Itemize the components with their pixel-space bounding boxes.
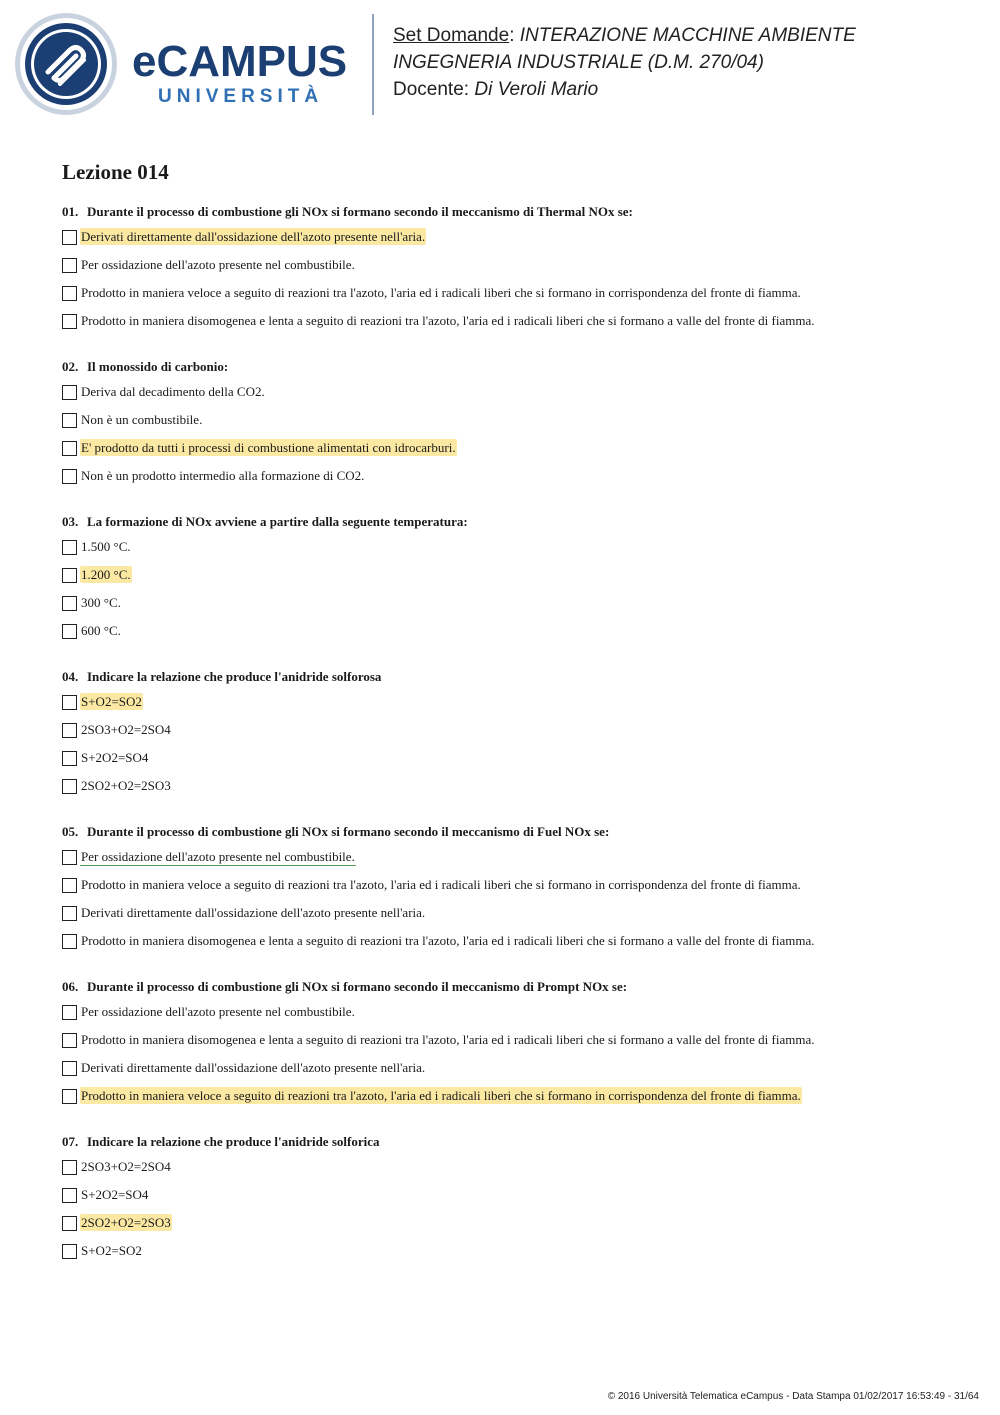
answer-option[interactable]: [62, 1059, 962, 1087]
question-3: [62, 512, 962, 650]
answer-option[interactable]: [62, 538, 962, 566]
question-text: La formazione di NOx avviene a partire dalla seguente temperatura:: [87, 514, 468, 529]
teacher-label: Docente: [393, 79, 464, 100]
question-number: 07.: [62, 1134, 79, 1149]
logo-subtitle: UNIVERSITÀ: [158, 86, 324, 107]
answer-option[interactable]: [62, 1158, 962, 1186]
question-title: [62, 977, 962, 997]
lesson-title: Lezione 014: [62, 160, 169, 184]
answer-text: Derivati direttamente dall'ossidazione dell'azoto presente nell'aria.: [81, 1060, 426, 1075]
answer-text: 600 °C.: [81, 623, 121, 638]
checkbox-icon[interactable]: [62, 230, 77, 245]
answer-text-highlighted: Prodotto in maniera veloce a seguito di reazioni tra l'azoto, l'aria ed i radicali liberi che si formano in corrispondenza del fronte di fiamma.: [81, 1088, 801, 1103]
answer-text: S+O2=SO2: [81, 1243, 142, 1258]
checkbox-icon[interactable]: [62, 695, 77, 710]
page-footer: © 2016 Università Telematica eCampus - Data Stampa 01/02/2017 16:53:49 - 31/64: [607, 1391, 979, 1402]
answer-option[interactable]: [62, 467, 962, 495]
answer-option[interactable]: [62, 693, 962, 721]
answer-text-highlighted: E' prodotto da tutti i processi di combustione alimentati con idrocarburi.: [81, 440, 456, 455]
checkbox-icon[interactable]: [62, 934, 77, 949]
question-number: 03.: [62, 514, 79, 529]
checkbox-icon[interactable]: [62, 751, 77, 766]
answer-text: S+2O2=SO4: [81, 750, 149, 765]
question-4: [62, 667, 962, 805]
checkbox-icon[interactable]: [62, 1061, 77, 1076]
answer-option[interactable]: [62, 1214, 962, 1242]
answer-text: Prodotto in maniera veloce a seguito di reazioni tra l'azoto, l'aria ed i radicali liberi che si formano in corrispondenza del fronte di fiamma.: [81, 285, 801, 300]
question-number: 01.: [62, 204, 79, 219]
question-text: Durante il processo di combustione gli NOx si formano secondo il meccanismo di Prompt NOx se:: [87, 979, 628, 994]
page-header: [0, 0, 1000, 130]
answer-text: 2SO3+O2=2SO4: [81, 1159, 171, 1174]
question-title: [62, 1132, 962, 1152]
answer-text: Deriva dal decadimento della CO2.: [81, 384, 265, 399]
answer-option[interactable]: [62, 1003, 962, 1031]
question-number: 04.: [62, 669, 79, 684]
answer-option[interactable]: [62, 932, 962, 960]
checkbox-icon[interactable]: [62, 385, 77, 400]
answer-text: Non è un combustibile.: [81, 412, 203, 427]
answer-option[interactable]: [62, 439, 962, 467]
answer-text-highlighted: S+O2=SO2: [81, 694, 142, 709]
checkbox-icon[interactable]: [62, 1033, 77, 1048]
answer-option[interactable]: [62, 383, 962, 411]
question-1: [62, 202, 962, 340]
answer-text-highlighted: Derivati direttamente dall'ossidazione dell'azoto presente nell'aria.: [81, 229, 426, 244]
answer-option[interactable]: [62, 411, 962, 439]
answer-text: 2SO2+O2=2SO3: [81, 778, 171, 793]
checkbox-icon[interactable]: [62, 314, 77, 329]
checkbox-icon[interactable]: [62, 568, 77, 583]
answer-text: 1.500 °C.: [81, 539, 131, 554]
answer-option[interactable]: [62, 622, 962, 650]
question-text: Indicare la relazione che produce l'anidride solforica: [87, 1134, 380, 1149]
question-text: Durante il processo di combustione gli NOx si formano secondo il meccanismo di Thermal NOx se:: [87, 204, 633, 219]
answer-text: Per ossidazione dell'azoto presente nel combustibile.: [81, 257, 355, 272]
checkbox-icon[interactable]: [62, 413, 77, 428]
answer-option[interactable]: [62, 749, 962, 777]
teacher-line: Docente: Di Veroli Mario: [393, 79, 599, 100]
checkbox-icon[interactable]: [62, 1160, 77, 1175]
checkbox-icon[interactable]: [62, 596, 77, 611]
answer-text: Per ossidazione dell'azoto presente nel combustibile.: [81, 849, 355, 864]
checkbox-icon[interactable]: [62, 779, 77, 794]
checkbox-icon[interactable]: [62, 1005, 77, 1020]
answer-option[interactable]: [62, 721, 962, 749]
answer-text-highlighted: 2SO2+O2=2SO3: [81, 1215, 171, 1230]
answer-text: 300 °C.: [81, 595, 121, 610]
answer-option[interactable]: [62, 904, 962, 932]
answer-option[interactable]: [62, 566, 962, 594]
header-divider: [372, 14, 374, 115]
answer-text-highlighted: 1.200 °C.: [81, 567, 131, 582]
answer-option[interactable]: [62, 777, 962, 805]
answer-text: 2SO3+O2=2SO4: [81, 722, 171, 737]
answer-option[interactable]: [62, 1087, 962, 1115]
header-info: [393, 22, 856, 103]
answer-option[interactable]: [62, 1031, 962, 1059]
checkbox-icon[interactable]: [62, 850, 77, 865]
question-2: [62, 357, 962, 495]
checkbox-icon[interactable]: [62, 723, 77, 738]
answer-option[interactable]: [62, 256, 962, 284]
logo-word: eCAMPUS: [132, 37, 348, 86]
answer-option[interactable]: [62, 228, 962, 256]
checkbox-icon[interactable]: [62, 258, 77, 273]
checkbox-icon[interactable]: [62, 624, 77, 639]
question-number: 06.: [62, 979, 79, 994]
answer-text: Derivati direttamente dall'ossidazione dell'azoto presente nell'aria.: [81, 905, 426, 920]
set-title-line2: INGEGNERIA INDUSTRIALE (D.M. 270/04): [393, 52, 764, 73]
set-label: Set Domande: [393, 25, 510, 46]
checkbox-icon[interactable]: [62, 906, 77, 921]
answer-text: Prodotto in maniera disomogenea e lenta a seguito di reazioni tra l'azoto, l'aria ed i radicali liberi che si formano a valle del fronte di fiamma.: [81, 933, 815, 948]
checkbox-icon[interactable]: [62, 286, 77, 301]
checkbox-icon[interactable]: [62, 540, 77, 555]
ecampus-seal-logo: [14, 12, 118, 116]
question-title: [62, 202, 962, 222]
question-text: Indicare la relazione che produce l'anidride solforosa: [87, 669, 382, 684]
checkbox-icon[interactable]: [62, 1244, 77, 1259]
answer-option[interactable]: [62, 876, 962, 904]
checkbox-icon[interactable]: [62, 878, 77, 893]
answer-option[interactable]: [62, 312, 962, 340]
question-title: [62, 667, 962, 687]
answer-text: Prodotto in maniera veloce a seguito di reazioni tra l'azoto, l'aria ed i radicali liberi che si formano in corrispondenza del fronte di fiamma.: [81, 877, 801, 892]
set-title-line1: INTERAZIONE MACCHINE AMBIENTE: [519, 25, 856, 46]
ecampus-wordmark: [132, 37, 348, 108]
checkbox-icon[interactable]: [62, 441, 77, 456]
question-number: 05.: [62, 824, 79, 839]
question-6: [62, 977, 962, 1115]
answer-text: Non è un prodotto intermedio alla formazione di CO2.: [81, 468, 365, 483]
answer-option[interactable]: [62, 594, 962, 622]
answer-option[interactable]: [62, 848, 962, 876]
question-title: [62, 822, 962, 842]
question-text: Durante il processo di combustione gli NOx si formano secondo il meccanismo di Fuel NOx se:: [87, 824, 610, 839]
question-title: [62, 357, 962, 377]
question-text: Il monossido di carbonio:: [87, 359, 229, 374]
checkbox-icon[interactable]: [62, 1188, 77, 1203]
set-line-1: Set Domande: INTERAZIONE MACCHINE AMBIENTE: [393, 25, 856, 46]
teacher-name: Di Veroli Mario: [474, 79, 599, 100]
checkbox-icon[interactable]: [62, 1216, 77, 1231]
checkbox-icon[interactable]: [62, 1089, 77, 1104]
answer-option[interactable]: [62, 1186, 962, 1214]
answer-text: Prodotto in maniera disomogenea e lenta a seguito di reazioni tra l'azoto, l'aria ed i radicali liberi che si formano a valle del fronte di fiamma.: [81, 1032, 815, 1047]
question-number: 02.: [62, 359, 79, 374]
question-list: [62, 202, 962, 1287]
answer-option[interactable]: [62, 1242, 962, 1270]
checkbox-icon[interactable]: [62, 469, 77, 484]
question-5: [62, 822, 962, 960]
answer-text: S+2O2=SO4: [81, 1187, 149, 1202]
set-line-2: [393, 49, 856, 76]
question-title: [62, 512, 962, 532]
question-7: [62, 1132, 962, 1270]
answer-text: Prodotto in maniera disomogenea e lenta a seguito di reazioni tra l'azoto, l'aria ed i radicali liberi che si formano a valle del fronte di fiamma.: [81, 313, 815, 328]
answer-text: Per ossidazione dell'azoto presente nel combustibile.: [81, 1004, 355, 1019]
answer-option[interactable]: [62, 284, 962, 312]
